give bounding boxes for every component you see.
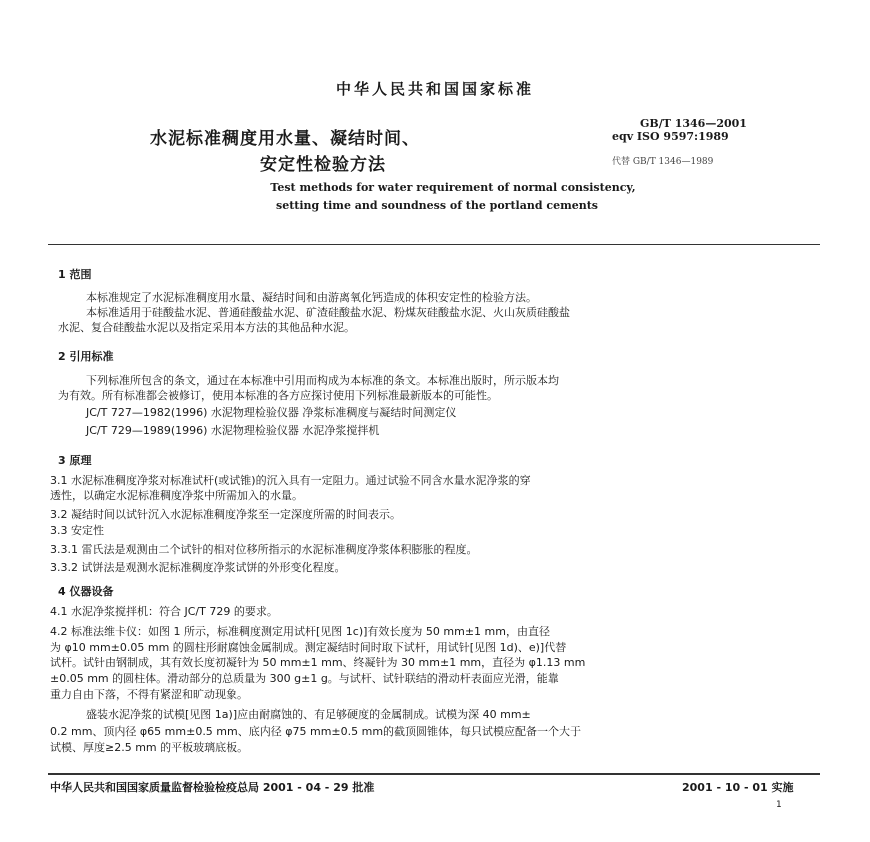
body-line: 水泥、复合硅酸盐水泥以及指定采用本方法的其他品种水泥。 <box>58 321 355 334</box>
body-line: JC/T 729—1989(1996) 水泥物理检验仪器 水泥净浆搅拌机 <box>86 424 380 437</box>
body-line: 为 φ10 mm±0.05 mm 的圆柱形耐腐蚀金属制成。测定凝结时间时取下试杆，用试针[见图 1d)、e)]代替 <box>50 641 567 654</box>
body-line: 3.3 安定性 <box>50 524 104 537</box>
body-line: 4.1 水泥净浆搅拌机：符合 JC/T 729 的要求。 <box>50 605 278 618</box>
issuing-org: 中华人民共和国国家标准 <box>335 80 534 98</box>
body-line: 盛装水泥净浆的试模[见图 1a)]应由耐腐蚀的、有足够硬度的金属制成。试模为深 40 mm± <box>86 708 531 721</box>
page-number: 1 <box>776 800 782 810</box>
section-heading: 1 范围 <box>58 268 92 281</box>
body-line: 试模、厚度≥2.5 mm 的平板玻璃底板。 <box>50 741 249 754</box>
section-heading: 4 仪器设备 <box>58 585 114 598</box>
body-line: 4.2 标准法维卡仪：如图 1 所示，标准稠度测定用试杆[见图 1c)]有效长度为 50 mm±1 mm，由直径 <box>50 625 550 638</box>
english-title-line-1: Test methods for water requirement of normal consistency, <box>270 181 636 194</box>
body-line: 本标准适用于硅酸盐水泥、普通硅酸盐水泥、矿渣硅酸盐水泥、粉煤灰硅酸盐水泥、火山灰质硅酸盐 <box>86 306 570 319</box>
body-line: 3.2 凝结时间以试针沉入水泥标准稠度净浆至一定深度所需的时间表示。 <box>50 508 401 521</box>
replaces-note: 代替 GB/T 1346—1989 <box>612 157 714 167</box>
english-title-line-2: setting time and soundness of the portland cements <box>276 199 598 212</box>
body-line: 3.3.2 试饼法是观测水泥标准稠度净浆试饼的外形变化程度。 <box>50 561 346 574</box>
body-line: 下列标准所包含的条文，通过在本标准中引用而构成为本标准的条文。本标准出版时，所示版本均 <box>86 374 559 387</box>
body-line: 本标准规定了水泥标准稠度用水量、凝结时间和由游离氧化钙造成的体积安定性的检验方法。 <box>86 291 537 304</box>
implementation-date: 2001 - 10 - 01 实施 <box>682 781 794 794</box>
equivalent-standard: eqv ISO 9597:1989 <box>612 130 729 143</box>
body-line: 透性，以确定水泥标准稠度净浆中所需加入的水量。 <box>50 489 303 502</box>
body-line: JC/T 727—1982(1996) 水泥物理检验仪器 净浆标准稠度与凝结时间测定仪 <box>86 406 457 419</box>
section-heading: 3 原理 <box>58 454 92 467</box>
section-heading: 2 引用标准 <box>58 350 114 363</box>
footer-divider <box>48 773 820 775</box>
body-line: 0.2 mm、顶内径 φ65 mm±0.5 mm、底内径 φ75 mm±0.5 mm的截顶圆锥体，每只试模应配备一个大于 <box>50 725 582 738</box>
body-line: ±0.05 mm 的圆柱体。滑动部分的总质量为 300 g±1 g。与试杆、试针联结的滑动杆表面应光滑，能靠 <box>50 672 559 685</box>
body-line: 为有效。所有标准都会被修订，使用本标准的各方应探讨使用下列标准最新版本的可能性。 <box>58 389 498 402</box>
body-line: 重力自由下落，不得有紧涩和旷动现象。 <box>50 688 248 701</box>
body-line: 3.3.1 雷氏法是观测由二个试针的相对位移所指示的水泥标准稠度净浆体积膨胀的程度。 <box>50 543 478 556</box>
body-line: 试杆。试针由钢制成，其有效长度初凝针为 50 mm±1 mm、终凝针为 30 mm±1 mm，直径为 φ1.13 mm <box>50 656 586 669</box>
body-line: 3.1 水泥标准稠度净浆对标准试杆(或试锥)的沉入具有一定阻力。通过试验不同含水量水泥净浆的穿 <box>50 474 531 487</box>
header-divider <box>48 244 820 245</box>
title-line-1: 水泥标准稠度用水量、凝结时间、 <box>150 129 420 149</box>
standard-number: GB/T 1346—2001 <box>640 117 747 130</box>
approval-note: 中华人民共和国国家质量监督检验检疫总局 2001 - 04 - 29 批准 <box>50 781 375 794</box>
title-line-2: 安定性检验方法 <box>260 155 386 175</box>
